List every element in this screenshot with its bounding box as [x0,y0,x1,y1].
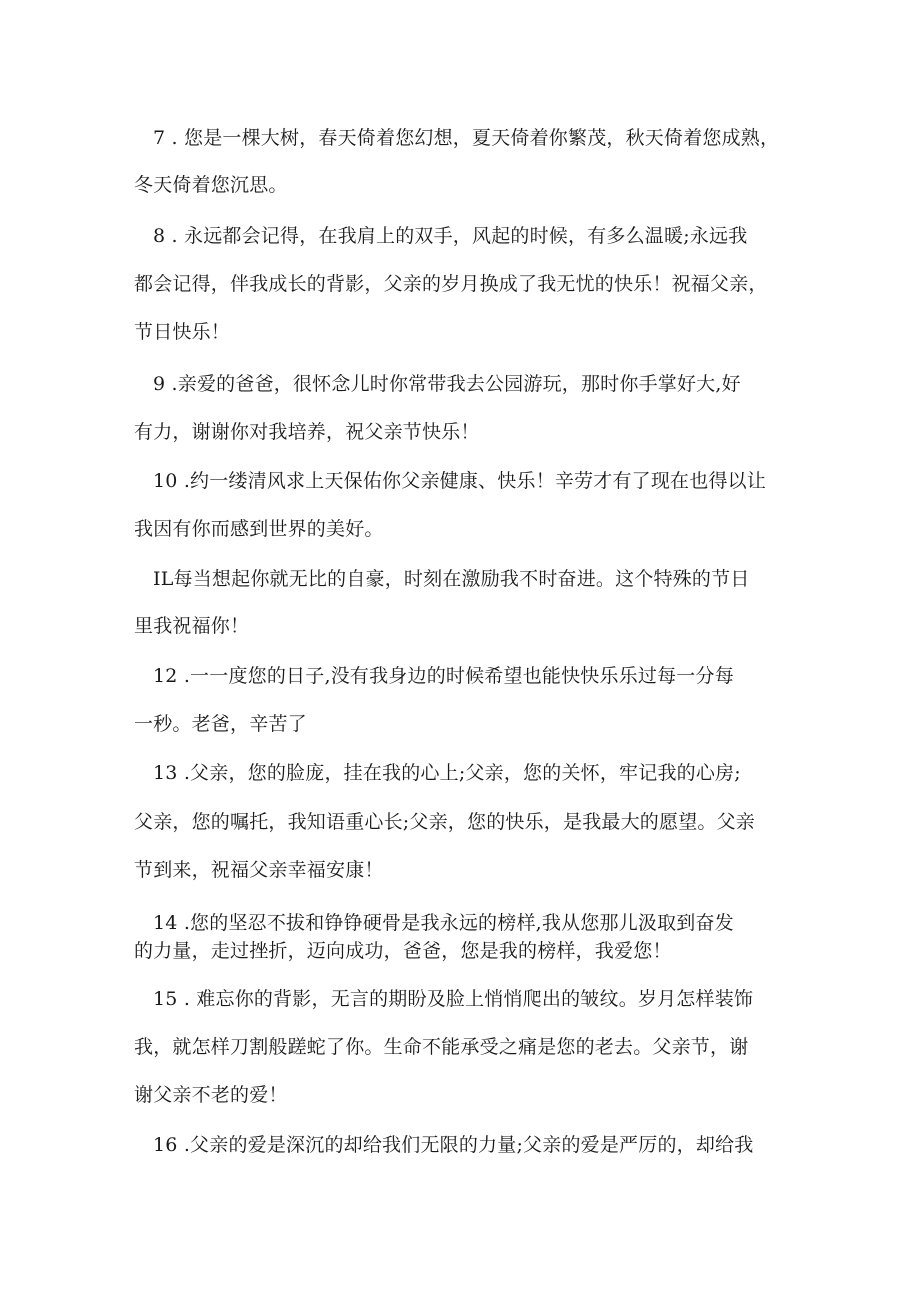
paragraph-line: 节日快乐！ [134,321,231,343]
paragraph-line: 12 .一一度您的日子,没有我身边的时候希望也能快快乐乐过每一分每 [153,665,734,687]
paragraph-line: 的力量，走过挫折，迈向成功，爸爸，您是我的榜样，我爱您！ [134,940,672,962]
paragraph-line: 父亲，您的嘱托，我知语重心长;父亲，您的快乐，是我最大的愿望。父亲 [134,811,756,833]
paragraph-line: 有力，谢谢你对我培养，祝父亲节快乐！ [134,421,480,443]
paragraph-line: 谢父亲不老的爱！ [134,1084,288,1106]
paragraph-line: 8 . 永远都会记得，在我肩上的双手，风起的时候，有多么温暖;永远我 [153,225,748,247]
paragraph-line: 一秒。老爸，辛苦了 [134,713,307,735]
paragraph-line: 15 . 难忘你的背影，无言的期盼及脸上悄悄爬出的皱纹。岁月怎样装饰 [153,988,754,1010]
paragraph-line: 都会记得，伴我成长的背影，父亲的岁月换成了我无忧的快乐！祝福父亲， [134,273,768,295]
paragraph-line: 里我祝福你！ [134,615,250,637]
paragraph-line: 我，就怎样刀割般蹉蛇了你。生命不能承受之痛是您的老去。父亲节，谢 [134,1036,749,1058]
paragraph-line: 9 .亲爱的爸爸，很怀念儿时你常带我去公园游玩，那时你手掌好大,好 [153,373,741,395]
paragraph-line: 16 .父亲的爱是深沉的却给我们无限的力量;父亲的爱是严厉的，却给我 [153,1134,754,1156]
paragraph-line: 7 . 您是一棵大树，春天倚着您幻想，夏天倚着你繁茂，秋天倚着您成熟， [153,127,780,149]
paragraph-line: IL每当想起你就无比的自豪，时刻在激励我不时奋进。这个特殊的节日 [153,568,750,590]
paragraph-line: 节到来，祝福父亲幸福安康！ [134,859,384,881]
paragraph-line: 我因有你而感到世界的美好。 [134,518,384,540]
paragraph-line: 14 .您的坚忍不拔和铮铮硬骨是我永远的榜样,我从您那儿汲取到奋发 [153,912,734,934]
paragraph-line: 10 .约一缕清风求上天保佑你父亲健康、快乐！辛劳才有了现在也得以让 [153,470,767,492]
paragraph-line: 13 .父亲，您的脸庞，挂在我的心上;父亲，您的关怀，牢记我的心房; [153,762,741,784]
paragraph-line: 冬天倚着您沉思。 [134,174,288,196]
